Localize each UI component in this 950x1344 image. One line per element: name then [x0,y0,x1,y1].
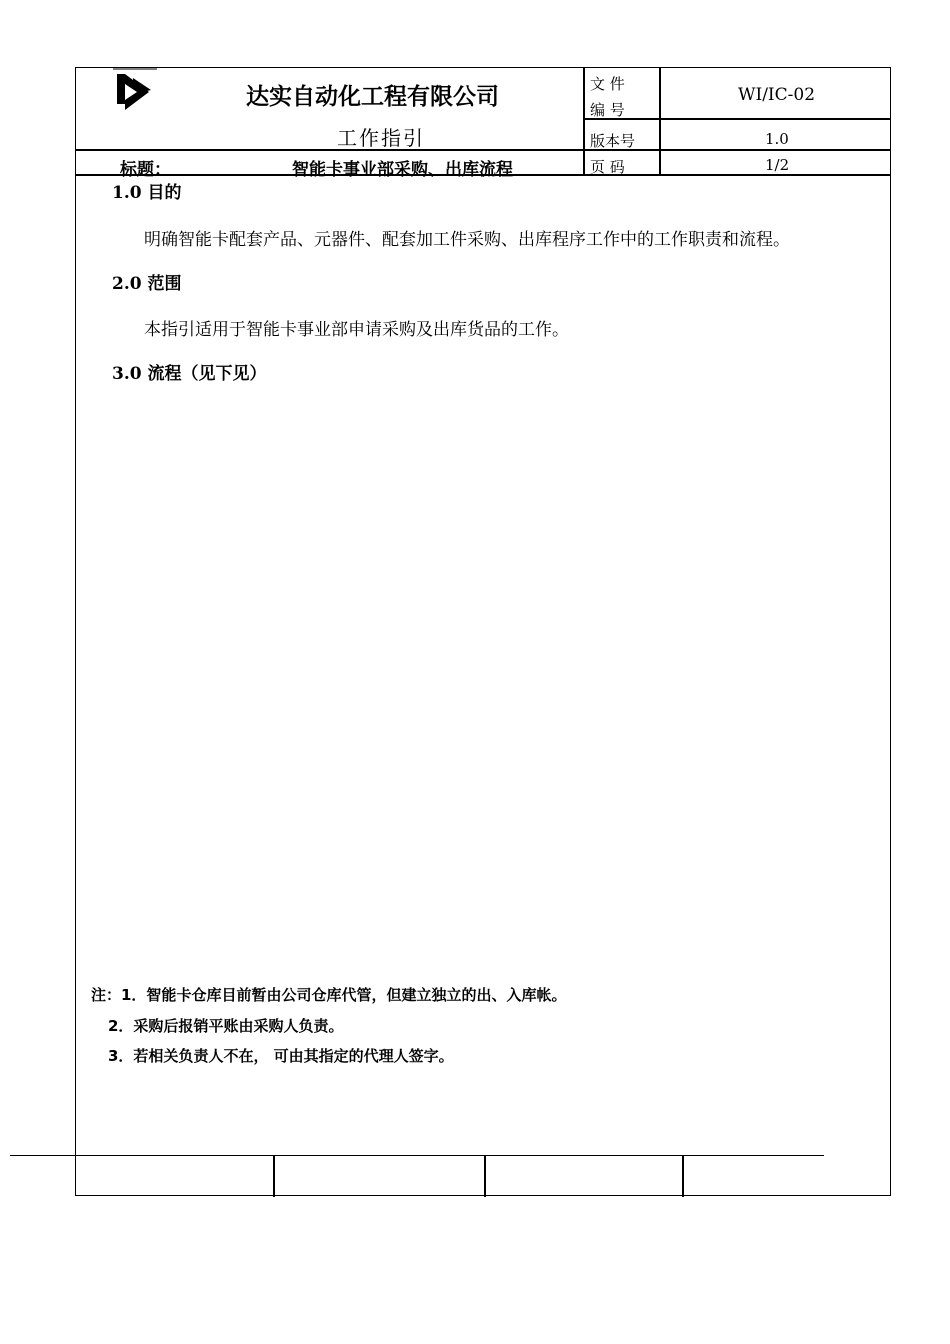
note-3: 3．若相关负责人不在， 可由其指定的代理人签字。 [108,1047,454,1065]
section-heading-scope: 2.0 范围 [112,274,182,294]
header-row-line-2 [75,149,891,151]
doc-type: 工作指引 [337,126,425,150]
title-label: 标题： [120,160,171,180]
header-divider-2 [659,67,661,175]
section-heading-process: 3.0 流程（见下见） [112,364,267,384]
footer-line [10,1155,824,1156]
section-body-purpose: 明确智能卡配套产品、元器件、配套加工件采购、出库程序工作中的工作职责和流程。 [144,230,790,250]
doc-no-label-1: 文 件 [590,75,625,93]
footer-divider-3 [682,1155,684,1197]
note-1: 注：1．智能卡仓库目前暂由公司仓库代管，但建立独立的出、入库帐。 [91,986,567,1004]
section-body-scope: 本指引适用于智能卡事业部申请采购及出库货品的工作。 [144,320,569,340]
header-divider-1 [583,67,585,175]
footer-divider-1 [273,1155,275,1197]
header-row-line-1 [583,118,891,120]
page-value: 1/2 [765,156,790,174]
section-heading-purpose: 1.0 目的 [112,183,182,203]
doc-no-value: WI/IC-02 [738,85,816,105]
version-label: 版本号 [590,132,636,150]
company-logo-icon [113,68,157,112]
doc-no-label-2: 编 号 [590,101,625,119]
page-label: 页 码 [590,158,625,176]
note-2: 2．采购后报销平账由采购人负责。 [108,1017,344,1035]
company-name: 达实自动化工程有限公司 [246,84,499,110]
doc-title: 智能卡事业部采购、出库流程 [292,160,513,180]
version-value: 1.0 [765,130,789,148]
footer-divider-2 [484,1155,486,1197]
